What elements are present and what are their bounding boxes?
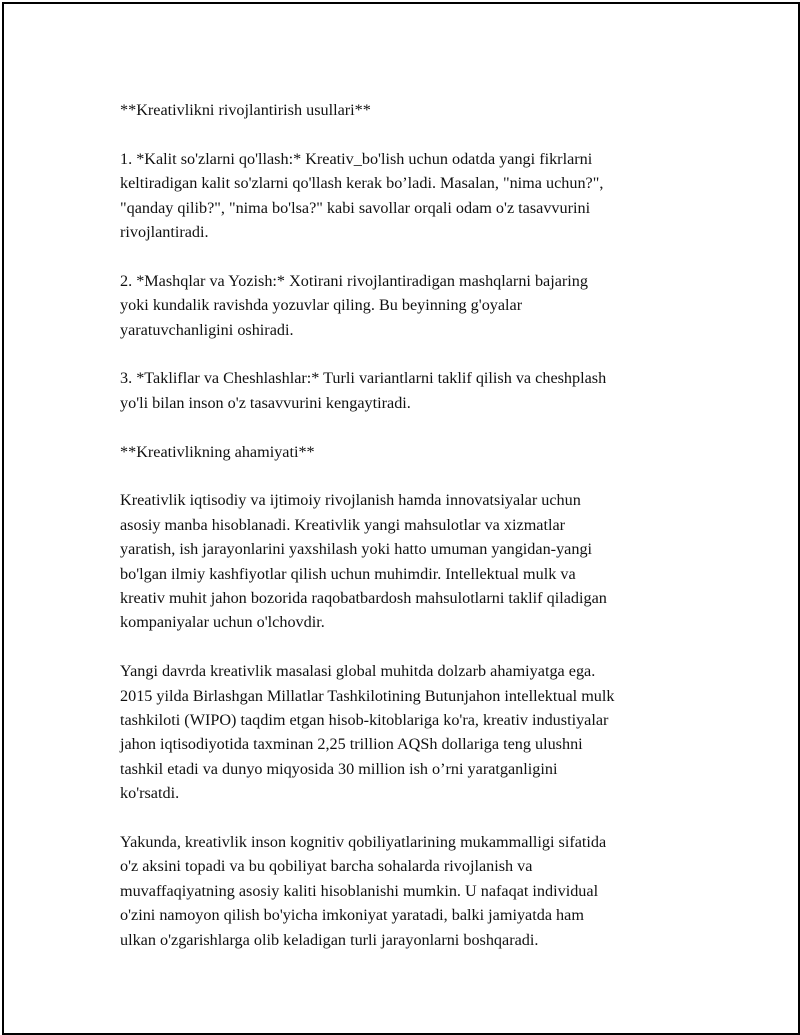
section-heading xyxy=(120,440,720,464)
paragraph xyxy=(120,659,720,805)
text-line: tashkil etadi va dunyo miqyosida 30 million ish o’rni yaratganligini xyxy=(120,759,558,778)
text-line: asosiy manba hisoblanadi. Kreativlik yangi mahsulotlar va xizmatlar xyxy=(120,515,566,534)
text-line: yaratish, ish jarayonlarini yaxshilash yoki hatto umuman yangidan-yangi xyxy=(120,540,593,559)
text-line: muvaffaqiyatning asosiy kaliti hisoblanishi mumkin. U nafaqat individual xyxy=(120,881,599,900)
text-line: yo'li bilan inson o'z tasavvurini kengaytiradi. xyxy=(120,393,411,412)
section-heading-text: **Kreativlikni rivojlantirish usullari** xyxy=(120,101,371,119)
text-line: yaratuvchanligini oshiradi. xyxy=(120,320,294,339)
text-line: keltiradigan kalit so'zlarni qo'llash kerak bo’ladi. Masalan, "nima uchun?", xyxy=(120,174,604,193)
section-heading-text: **Kreativlikning ahamiyati** xyxy=(120,442,315,461)
text-line: 3. *Takliflar va Cheshlashlar:* Turli variantlarni taklif qilish va cheshplash xyxy=(120,369,607,388)
text-line: jahon iqtisodiyotida taxminan 2,25 trillion AQSh dollariga teng ulushni xyxy=(120,735,583,754)
text-line: "qanday qilib?", "nima bo'lsa?" kabi savollar orqali odam o'z tasavvurini xyxy=(120,198,591,217)
document-body xyxy=(120,98,720,977)
text-line: ko'rsatdi. xyxy=(120,784,180,803)
paragraph xyxy=(120,488,720,634)
list-item xyxy=(120,366,720,415)
paragraph xyxy=(120,830,720,952)
text-line: kreativ muhit jahon bozorida raqobatbardosh mahsulotlarni taklif qiladigan xyxy=(120,589,607,608)
list-item xyxy=(120,269,720,342)
section-heading xyxy=(120,98,720,122)
text-line: o'z aksini topadi va bu qobiliyat barcha sohalarda rivojlanish va xyxy=(120,857,533,876)
text-line: ulkan o'zgarishlarga olib keladigan turli jarayonlarni boshqaradi. xyxy=(120,930,539,949)
text-line: yoki kundalik ravishda yozuvlar qiling. Bu beyinning g'oyalar xyxy=(120,296,523,315)
list-item xyxy=(120,147,720,245)
text-line: Kreativlik iqtisodiy va ijtimoiy rivojlanish hamda innovatsiyalar uchun xyxy=(120,491,581,510)
text-line: o'zini namoyon qilish bo'yicha imkoniyat yaratadi, balki jamiyatda ham xyxy=(120,906,584,925)
text-line: 1. *Kalit so'zlarni qo'llash:* Kreativ_bo'lish uchun odatda yangi fikrlarni xyxy=(120,149,593,168)
text-line: kompaniyalar uchun o'lchovdir. xyxy=(120,613,325,632)
text-line: Yangi davrda kreativlik masalasi global muhitda dolzarb ahamiyatga ega. xyxy=(120,662,596,681)
text-line: 2. *Mashqlar va Yozish:* Xotirani rivojlantiradigan mashqlarni bajaring xyxy=(120,271,588,290)
text-line: bo'lgan ilmiy kashfiyotlar qilish uchun muhimdir. Intellektual mulk va xyxy=(120,564,576,583)
text-line: tashkiloti (WIPO) taqdim etgan hisob-kitoblariga ko'ra, kreativ industiyalar xyxy=(120,711,609,730)
document-page xyxy=(2,2,800,1035)
text-line: 2015 yilda Birlashgan Millatlar Tashkilotining Butunjahon intellektual mulk xyxy=(120,686,615,705)
text-line: rivojlantiradi. xyxy=(120,223,209,242)
text-line: Yakunda, kreativlik inson kognitiv qobiliyatlarining mukammalligi sifatida xyxy=(120,833,607,852)
